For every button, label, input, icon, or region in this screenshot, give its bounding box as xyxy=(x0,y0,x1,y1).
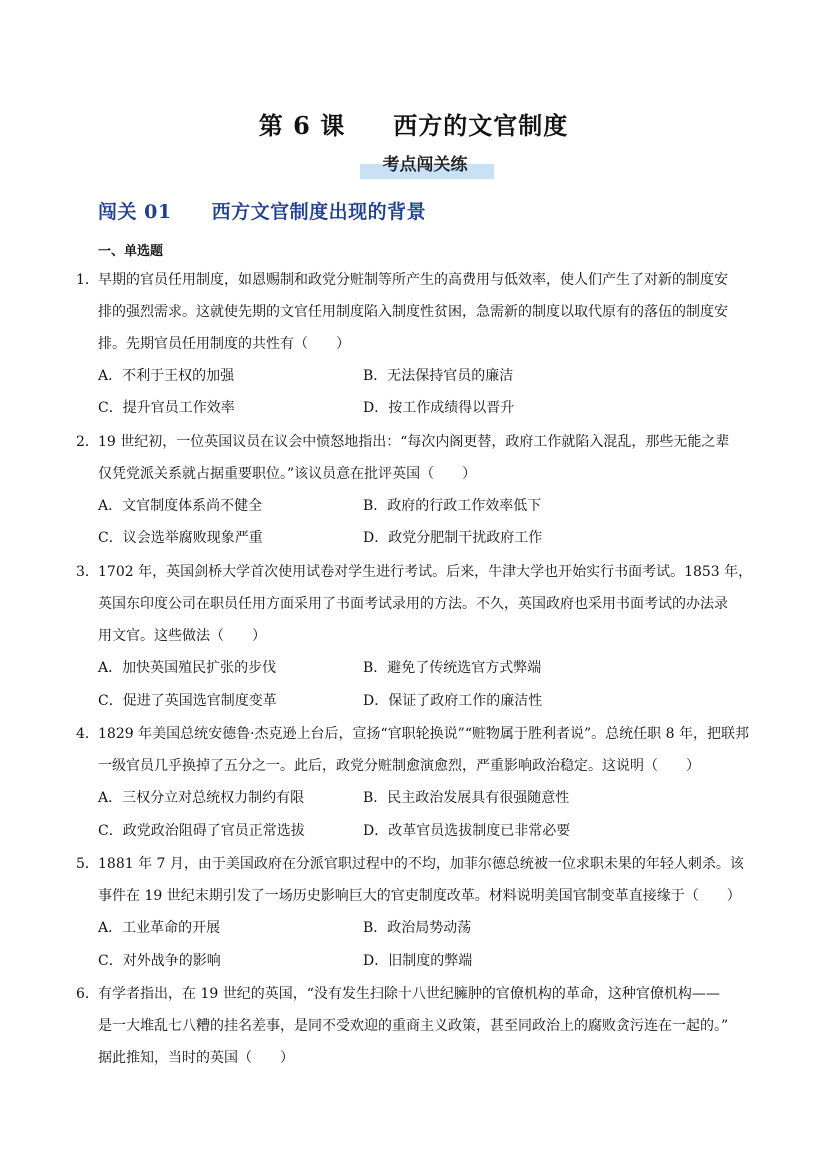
options-row xyxy=(98,490,758,522)
question-line: 1881 年 7 月，由于美国政府在分派官职过程中的不均，加菲尔德总统被一位求职未果的年轻人刺杀。该 xyxy=(98,856,744,872)
option-b: B．政治局势动荡 xyxy=(363,920,472,936)
question-line: 仅凭党派关系就占据重要职位。”该议员意在批评英国（ ） xyxy=(98,466,477,482)
option-d: D．政党分肥制干扰政府工作 xyxy=(363,530,543,546)
option-c: C．议会选举腐败现象严重 xyxy=(98,530,263,546)
question-number: 4． xyxy=(76,726,99,742)
question-2 xyxy=(76,426,766,490)
option-a: A．三权分立对总统权力制约有限 xyxy=(98,790,305,806)
question-5 xyxy=(76,848,766,912)
section-title xyxy=(98,197,426,224)
question-line: 排的强烈需求。这就使先期的文官任用制度陷入制度性贫困，急需新的制度以取代原有的落伍的制度安 xyxy=(98,304,728,320)
option-a: A．加快英国殖民扩张的步伐 xyxy=(98,660,277,676)
options-row xyxy=(98,392,758,424)
options-row xyxy=(98,815,758,847)
options-row xyxy=(98,685,758,717)
lesson-title xyxy=(0,106,827,141)
question-line: 早期的官员任用制度，如恩赐制和政党分赃制等所产生的高费用与低效率，使人们产生了对新的制度安 xyxy=(98,272,728,288)
section-label: 闯关 01 xyxy=(98,201,172,223)
question-line: 排。先期官员任用制度的共性有（ ） xyxy=(98,336,350,352)
question-1 xyxy=(76,264,766,360)
options-row xyxy=(98,782,758,814)
options-row xyxy=(98,945,758,977)
lesson-number: 第 6 课 xyxy=(258,111,346,140)
option-b: B．民主政治发展具有很强随意性 xyxy=(363,790,570,806)
option-d: D．保证了政府工作的廉洁性 xyxy=(363,693,543,709)
question-number: 6． xyxy=(76,986,99,1002)
question-4 xyxy=(76,718,766,782)
question-number: 5． xyxy=(76,856,99,872)
option-c: C．提升官员工作效率 xyxy=(98,400,235,416)
question-line: 1829 年美国总统安德鲁·杰克逊上台后，宣扬“官职轮换说”“赃物属于胜利者说”。总统任职 8 年，把联邦 xyxy=(98,726,749,742)
option-b: B．无法保持官员的廉洁 xyxy=(363,368,514,384)
options-row xyxy=(98,360,758,392)
question-line: 英国东印度公司在职员任用方面采用了书面考试录用的方法。不久，英国政府也采用书面考试的办法录 xyxy=(98,596,728,612)
options-row xyxy=(98,522,758,554)
option-a: A．文官制度体系尚不健全 xyxy=(98,498,263,514)
option-d: D．旧制度的弊端 xyxy=(363,953,473,969)
question-line: 用文官。这些做法（ ） xyxy=(98,628,266,644)
question-line: 有学者指出，在 19 世纪的英国，“没有发生扫除十八世纪臃肿的官僚机构的革命，这种官僚机构—— xyxy=(98,986,720,1002)
question-line: 事件在 19 世纪末期引发了一场历史影响巨大的官吏制度改革。材料说明美国官制变革直接缘于（ ） xyxy=(98,888,741,904)
option-d: D．改革官员选拔制度已非常必要 xyxy=(363,823,571,839)
options-row xyxy=(98,652,758,684)
option-c: C．促进了英国选官制度变革 xyxy=(98,693,277,709)
option-c: C．政党政治阻碍了官员正常选拔 xyxy=(98,823,305,839)
question-number: 3． xyxy=(76,564,99,580)
question-6 xyxy=(76,978,766,1074)
practice-badge xyxy=(356,150,494,180)
question-line: 19 世纪初，一位英国议员在议会中愤怒地指出：“每次内阁更替，政府工作就陷入混乱，那些无能之辈 xyxy=(98,434,730,450)
question-type-heading: 一、单选题 xyxy=(98,244,164,259)
question-number: 1． xyxy=(76,272,99,288)
question-number: 2． xyxy=(76,434,99,450)
badge-text: 考点闯关练 xyxy=(382,155,468,175)
question-line: 据此推知，当时的英国（ ） xyxy=(98,1050,294,1066)
option-a: A．不利于王权的加强 xyxy=(98,368,235,384)
option-d: D．按工作成绩得以晋升 xyxy=(363,400,515,416)
section-name: 西方文官制度出现的背景 xyxy=(211,201,427,223)
question-line: 1702 年，英国剑桥大学首次使用试卷对学生进行考试。后来，牛津大学也开始实行书面考试。1853 年， xyxy=(98,564,753,580)
option-b: B．避免了传统选官方式弊端 xyxy=(363,660,542,676)
option-b: B．政府的行政工作效率低下 xyxy=(363,498,542,514)
question-line: 一级官员几乎换掉了五分之一。此后，政党分赃制愈演愈烈，严重影响政治稳定。这说明（ ） xyxy=(98,758,700,774)
question-line: 是一大堆乱七八糟的挂名差事，是同不受欢迎的重商主义政策，甚至同政治上的腐败贪污连在一起的。” xyxy=(98,1018,729,1034)
lesson-name: 西方的文官制度 xyxy=(393,111,569,140)
option-c: C．对外战争的影响 xyxy=(98,953,221,969)
question-3 xyxy=(76,556,766,652)
options-row xyxy=(98,912,758,944)
option-a: A．工业革命的开展 xyxy=(98,920,221,936)
